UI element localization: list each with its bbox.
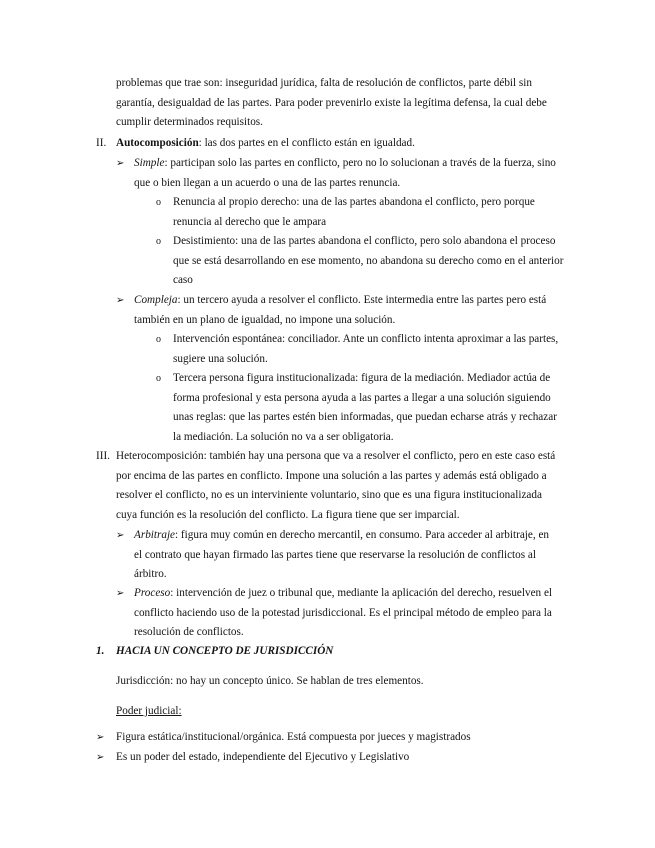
poder-judicial-title: Poder judicial: [116,705,182,717]
circle-bullet-icon: o [156,373,161,384]
heterocomposicion-paragraph [116,447,578,525]
text-line: resolver el conflicto, no es un interviniente voluntario, sino que es una figura institucionalizada [116,489,542,501]
text-line: por encima de las partes en conflicto. Impone una solución a las partes y además está obligado a [116,469,547,482]
heading-number: 1. [96,645,105,657]
circle-bullet-icon: o [156,197,161,208]
text-line: conflicto haciendo uso de la potestad jurisdiccional. Es el principal método de empleo para la [134,606,552,619]
circle-bullet-icon: o [156,236,161,247]
circle-bullet-icon: o [156,334,161,345]
compleja-term: Compleja [134,294,178,306]
intervencion-item [173,330,578,369]
text-line: problemas que trae son: inseguridad jurídica, falta de resolución de conflictos, parte débil sin [116,77,532,89]
section-heading: HACIA UN CONCEPTO DE JURISDICCIÓN [116,645,334,657]
text-line: unas reglas: que las partes estén bien informadas, que puedan echarse atrás y rechazar [173,411,557,423]
tercera-persona-item [173,369,578,447]
text-line: también en un plano de igualdad, no impone una solución. [134,313,396,326]
text-line: : un tercero ayuda a resolver el conflicto. Este intermedia entre las partes pero está [177,294,547,306]
text-line: renuncia al derecho que le ampara [173,215,327,228]
arbitraje-term: Arbitraje [134,529,176,541]
text-line: resolución de conflictos. [134,626,244,638]
intro-paragraph [116,74,578,133]
arrow-bullet-icon: ➢ [96,732,105,743]
section-ii-heading [116,134,578,154]
text-line: cumplir determinados requisitos. [116,116,263,128]
text-line: : figura muy común en derecho mercantil, en consumo. Para acceder al arbitraje, en [175,529,550,541]
simple-term: Simple [134,157,165,169]
arrow-bullet-icon: ➢ [116,588,125,599]
text-line: Heterocomposición: también hay una persona que va a resolver el conflicto, pero en este caso está [116,450,556,462]
arrow-bullet-icon: ➢ [96,752,105,763]
autocomposicion-term: Autocomposición [116,137,199,149]
text-line: Intervención espontánea: conciliador. Ante un conflicto intenta aproximar a las partes, [173,333,559,345]
text-line: : intervención de juez o tribunal que, mediante la aplicación del derecho, resuelven el [170,587,553,599]
text-line: árbitro. [134,568,167,580]
list-item: Figura estática/institucional/orgánica. Está compuesta por jueces y magistrados [116,731,471,743]
text-line: caso [173,274,193,286]
arrow-bullet-icon: ➢ [116,158,125,169]
text-line: que o bien llegan a un acuerdo o una de las partes renuncia. [134,176,401,189]
roman-numeral-iii: III. [96,450,110,462]
renuncia-item [173,193,578,232]
arbitraje-paragraph [134,526,578,585]
text-line: la mediación. La solución no va a ser obligatoria. [173,430,394,443]
simple-paragraph [134,154,578,193]
text-line: Desistimiento: una de las partes abandona el conflicto, pero solo abandona el proceso [173,235,556,247]
list-item: Es un poder del estado, independiente del Ejecutivo y Legislativo [116,751,410,763]
proceso-paragraph [134,584,578,643]
proceso-term: Proceso [134,587,171,599]
arrow-bullet-icon: ➢ [116,295,125,306]
text-line: el contrato que hayan firmado las partes tiene que reservarse la resolución de conflictos al [134,548,536,561]
jurisdiccion-text: Jurisdicción: no hay un concepto único. Se hablan de tres elementos. [116,675,424,687]
arrow-bullet-icon: ➢ [116,530,125,541]
text-line: Tercera persona figura institucionalizada: figura de la mediación. Mediador actúa de [173,372,551,384]
text-line: : participan solo las partes en conflicto, pero no lo solucionan a través de la fuerza, sino [164,157,556,169]
text-line: que se está desarrollando en ese momento, no abandona su derecho como en el anterior [173,254,564,267]
compleja-paragraph [134,291,578,330]
desistimiento-item [173,232,578,291]
roman-numeral-ii: II. [96,137,107,149]
text-line: cuya función es la resolución del conflicto. La figura tiene que ser imparcial. [116,508,460,521]
text-line: : las dos partes en el conflicto están en igualdad. [198,137,415,149]
text-line: garantía, desigualdad de las partes. Para poder prevenirlo existe la legítima defensa, la cual debe [116,96,547,109]
text-line: sugiere una solución. [173,352,268,365]
text-line: forma profesional y esta persona ayuda a las partes a llegar a una solución siguiendo [173,391,551,404]
text-line: Renuncia al propio derecho: una de las partes abandona el conflicto, pero porque [173,196,535,208]
